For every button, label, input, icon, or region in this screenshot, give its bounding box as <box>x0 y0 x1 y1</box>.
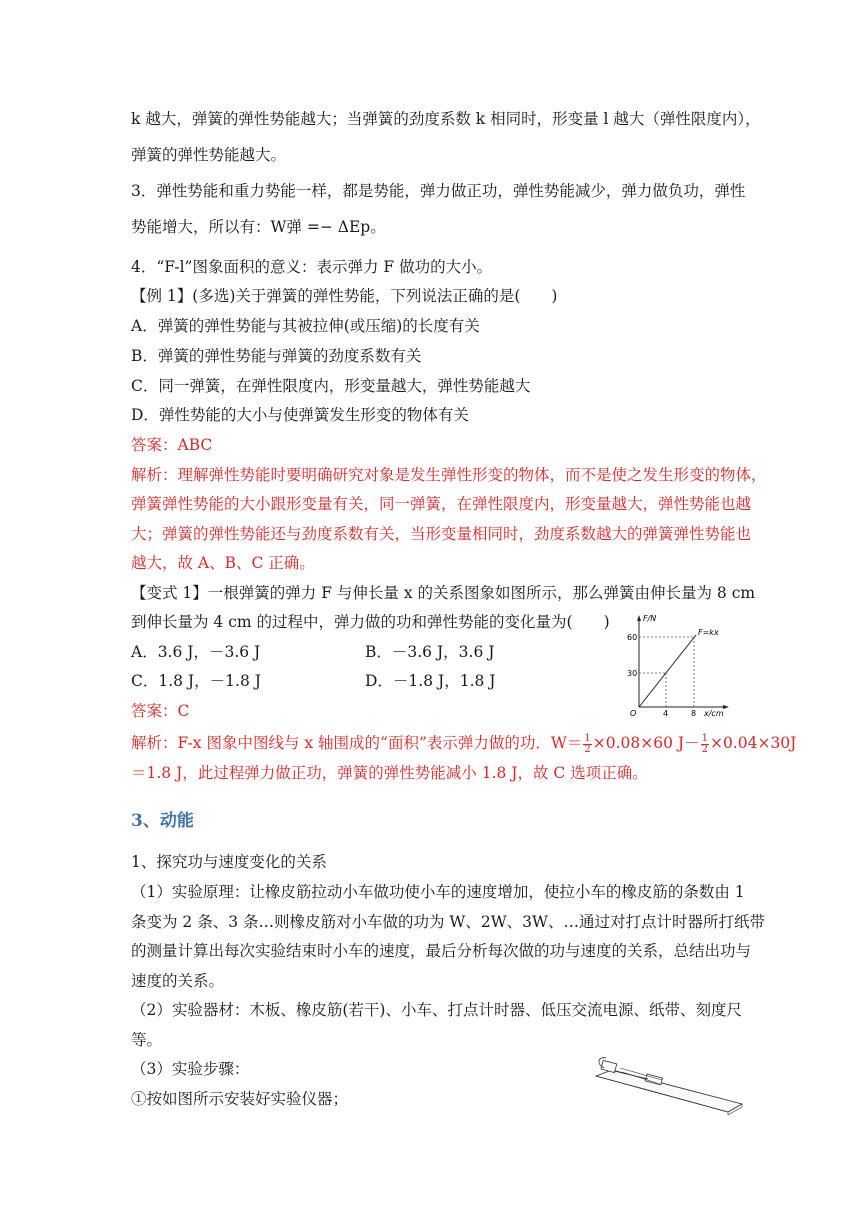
principle-line-4: 速度的关系。 <box>131 972 225 990</box>
variant-1-option-b: B．－3.6 J，3.6 J <box>365 643 495 661</box>
line-label: F=kx <box>698 628 719 637</box>
experiment-apparatus-illustration <box>592 1054 744 1116</box>
variant-1-option-d: D．－1.8 J，1.8 J <box>365 672 496 690</box>
intro-line-2: 弹簧的弹性势能越大。 <box>131 146 287 164</box>
principle-line-3: 的测量计算出每次实验结束时小车的速度，最后分析每次做的功与速度的关系，总结出功与 <box>131 942 752 960</box>
x-axis-label: x/cm <box>704 709 724 718</box>
variant-1-option-a: A．3.6 J，－3.6 J <box>131 643 261 661</box>
equipment-line-1: （2）实验器材：木板、橡皮筋(若干)、小车、打点计时器、低压交流电源、纸带、刻度尺 <box>131 1001 742 1019</box>
fraction-denominator-2: 2 <box>701 743 708 755</box>
x-tick-4: 4 <box>663 709 669 718</box>
example-1-analysis-4: 越大，故 A、B、C 正确。 <box>131 554 315 572</box>
example-1-analysis-3: 大；弹簧的弹性势能还与劲度系数有关，当形变量相同时，劲度系数越大的弹簧弹性势能也 <box>131 525 752 543</box>
section-3-heading: 3、动能 <box>131 811 194 831</box>
y-axis-label: F/N <box>643 614 657 623</box>
steps-heading: （3）实验步骤： <box>131 1060 250 1078</box>
variant-1-line-1: 【变式 1】一根弹簧的弹力 F 与伸长量 x 的关系图象如图所示，那么弹簧由伸长量为 8 cm <box>131 584 756 602</box>
analysis-text-post: ×0.04×30J <box>709 734 797 752</box>
fraction-numerator-2: 1 <box>701 732 708 744</box>
example-1-option-c: C．同一弹簧，在弹性限度内，形变量越大，弹性势能越大 <box>131 377 531 395</box>
variant-1-analysis-2: ＝1.8 J，此过程弹力做正功，弹簧的弹性势能减小 1.8 J，故 C 选项正确。 <box>131 764 648 782</box>
intro-line-1: k 越大，弹簧的弹性势能越大；当弹簧的劲度系数 k 相同时，形变量 l 越大（弹性限度内）， <box>131 110 761 128</box>
variant-1-line-2: 到伸长量为 4 cm 的过程中，弹力做的功和弹性势能的变化量为( ) <box>131 613 610 631</box>
example-1-option-b: B．弹簧的弹性势能与弹簧的劲度系数有关 <box>131 347 422 365</box>
force-extension-graph <box>614 612 734 722</box>
analysis-text-mid: ×0.08×60 J－ <box>592 734 700 752</box>
equipment-line-2: 等。 <box>131 1031 163 1049</box>
section-3-sub-1: 1、探究功与速度变化的关系 <box>131 853 327 871</box>
principle-line-1: （1）实验原理：让橡皮筋拉动小车做功使小车的速度增加，使拉小车的橡皮筋的条数由 1 <box>131 883 745 901</box>
point-4: 4．“F-l”图象面积的意义：表示弹力 F 做功的大小。 <box>131 258 493 276</box>
step-1: ①按如图所示安装好实验仪器； <box>131 1090 349 1108</box>
example-1-analysis-1: 解析：理解弹性势能时要明确研究对象是发生弹性形变的物体，而不是使之发生形变的物体， <box>131 466 767 484</box>
x-tick-8: 8 <box>691 709 697 718</box>
y-axis-arrow <box>637 615 641 621</box>
example-1-option-d: D．弹性势能的大小与使弹簧发生形变的物体有关 <box>131 406 469 424</box>
data-line <box>639 635 696 707</box>
variant-1-option-c: C．1.8 J，－1.8 J <box>131 672 261 690</box>
variant-1-answer: 答案：C <box>131 702 190 720</box>
x-axis-arrow <box>723 705 729 709</box>
example-1-answer: 答案：ABC <box>131 436 213 454</box>
principle-line-2: 条变为 2 条、3 条…则橡皮筋对小车做的功为 W、2W、3W、…通过对打点计时器所打纸带 <box>131 913 765 931</box>
fraction-one-half <box>583 734 591 755</box>
variant-1-analysis-1 <box>131 733 796 755</box>
fraction-numerator: 1 <box>584 732 591 744</box>
fraction-denominator: 2 <box>584 743 591 755</box>
origin-label: O <box>630 709 637 718</box>
example-1-option-a: A．弹簧的弹性势能与其被拉伸(或压缩)的长度有关 <box>131 317 480 335</box>
point-3-line-2: 势能增大，所以有：W弹 =− ΔEp。 <box>131 218 386 236</box>
analysis-text-pre: 解析：F-x 图象中图线与 x 轴围成的“面积”表示弹力做的功．W＝ <box>131 734 583 752</box>
example-1-title: 【例 1】(多选)关于弹簧的弹性势能，下列说法正确的是( ) <box>131 287 558 305</box>
fraction-one-half-2 <box>701 734 709 755</box>
point-3-line-1: 3．弹性势能和重力势能一样，都是势能，弹力做正功，弹性势能减少，弹力做负功，弹性 <box>131 182 746 200</box>
wooden-board <box>596 1070 742 1112</box>
y-tick-30: 30 <box>627 669 638 678</box>
example-1-analysis-2: 弹簧弹性势能的大小跟形变量有关，同一弹簧，在弹性限度内，形变量越大，弹性势能也越 <box>131 495 752 513</box>
y-tick-60: 60 <box>627 633 638 642</box>
